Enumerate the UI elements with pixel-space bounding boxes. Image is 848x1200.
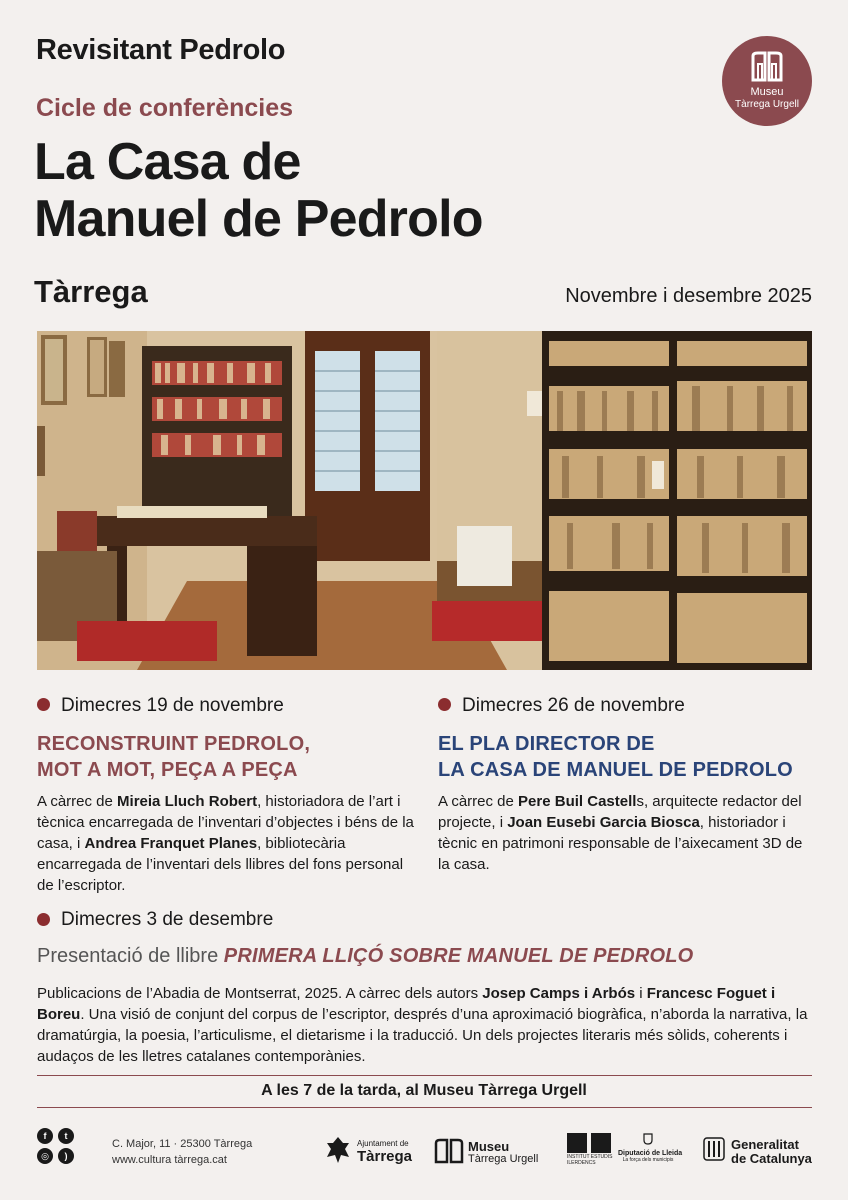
museum-book-icon [750, 50, 784, 84]
venue-rule-top [37, 1075, 812, 1076]
event1-description: A càrrec de Mireia Lluch Robert, historiadora de l’art i tècnica encarregada de l’inventari d’objectes i béns de la casa, i Andrea Franquet Planes, bibliotecària encarregada de l’inventari dels llibres del fons personal de l’escriptor. [37, 793, 414, 894]
footer-address: C. Major, 11 · 25300 Tàrrega [112, 1138, 253, 1150]
event1-title-line2: MOT A MOT, PEÇA A PEÇA [37, 759, 298, 781]
ajuntament-small: Ajuntament de [357, 1139, 409, 1148]
event1-bullet [37, 698, 50, 711]
main-title [34, 134, 483, 248]
event2-title-line2: LA CASA DE MANUEL DE PEDROLO [438, 759, 793, 781]
main-title-line1: La Casa de [34, 133, 301, 191]
generalitat-line2: de Catalunya [731, 1151, 812, 1166]
museum-logo-line1: Museu [750, 86, 784, 98]
event3-description: Publicacions de l’Abadia de Montserrat, 2025. A càrrec dels autors Josep Camps i Arbós i Francesc Foguet i Boreu. Una visió de conjunt del corpus de l’escriptor, després d’una aproximació biogràfica, n’aborda la narrativa, la dramatúrgia, la poesia, l’articulisme, el dietarisme i la traducció. Un dels projectes literaris més sòlids, coherents i audaços de les lletres catalanes contemporànies. [37, 985, 808, 1065]
event3-label: Presentació de llibre [37, 945, 224, 967]
date-range: Novembre i desembre 2025 [565, 285, 812, 307]
ajuntament-name: Tàrrega [357, 1148, 413, 1165]
event3-book-title: PRIMERA LLIÇÓ SOBRE MANUEL DE PEDROLO [223, 945, 694, 967]
library-room-photo [37, 331, 812, 670]
event3-heading [37, 945, 693, 968]
main-title-line2: Manuel de Pedrolo [34, 190, 483, 248]
coat-of-arms-icon [325, 1135, 351, 1165]
senyera-icon [703, 1137, 725, 1161]
museu-footer-line2: Tàrrega Urgell [468, 1153, 539, 1165]
facebook-icon[interactable]: f [37, 1128, 53, 1144]
author-name: Josep Camps i Arbós [482, 985, 636, 1002]
museum-book-icon [434, 1138, 464, 1164]
event3-bullet [37, 913, 50, 926]
event2-title-line1: EL PLA DIRECTOR DE [438, 733, 655, 755]
footer-website[interactable]: www.cultura tàrrega.cat [112, 1154, 227, 1166]
event2-description: A càrrec de Pere Buil Castells, arquitecte redactor del projecte, i Joan Eusebi Garcia Biosca, historiador i tècnic en patrimoni responsable de l’aixecament 3D de la casa. [438, 793, 803, 873]
speaker-name: Pere Buil Castell [518, 793, 637, 810]
museu-footer-line1: Museu [468, 1139, 510, 1154]
event2-title [438, 731, 793, 783]
city-label: Tàrrega [34, 274, 148, 309]
event1-title-line1: RECONSTRUINT PEDROLO, [37, 733, 311, 755]
diputacio-text: Diputació de Lleida [618, 1150, 683, 1157]
speaker-name: Mireia Lluch Robert [117, 793, 258, 810]
event3-date: Dimecres 3 de desembre [61, 909, 274, 930]
event2-date: Dimecres 26 de novembre [462, 695, 685, 716]
diputacio-logo [618, 1132, 683, 1163]
speaker-name: Joan Eusebi Garcia Biosca [507, 814, 700, 831]
generalitat-line1: Generalitat [731, 1137, 799, 1152]
iei-text: INSTITUT ESTUDIS ILERDENCS [567, 1154, 613, 1166]
instagram-icon[interactable]: ◎ [37, 1148, 53, 1164]
speaker-name: Andrea Franquet Planes [84, 835, 258, 852]
event1-date: Dimecres 19 de novembre [61, 695, 284, 716]
museum-logo [722, 36, 812, 126]
cycle-label: Cicle de conferències [36, 94, 294, 122]
museum-logo-line2: Tàrrega Urgell [735, 99, 799, 110]
twitter-icon[interactable]: t [58, 1128, 74, 1144]
rss-icon[interactable]: ) [58, 1148, 74, 1164]
author-name: Francesc Foguet i Boreu [37, 985, 776, 1023]
series-title: Revisitant Pedrolo [36, 34, 286, 66]
venue-line: A les 7 de la tarda, al Museu Tàrrega Urgell [261, 1082, 587, 1099]
diputacio-shield-icon [643, 1133, 653, 1145]
diputacio-subtext: La força dels municipis [622, 1157, 674, 1163]
event2-bullet [438, 698, 451, 711]
venue-rule-bottom [37, 1107, 812, 1108]
event1-title [37, 731, 310, 783]
